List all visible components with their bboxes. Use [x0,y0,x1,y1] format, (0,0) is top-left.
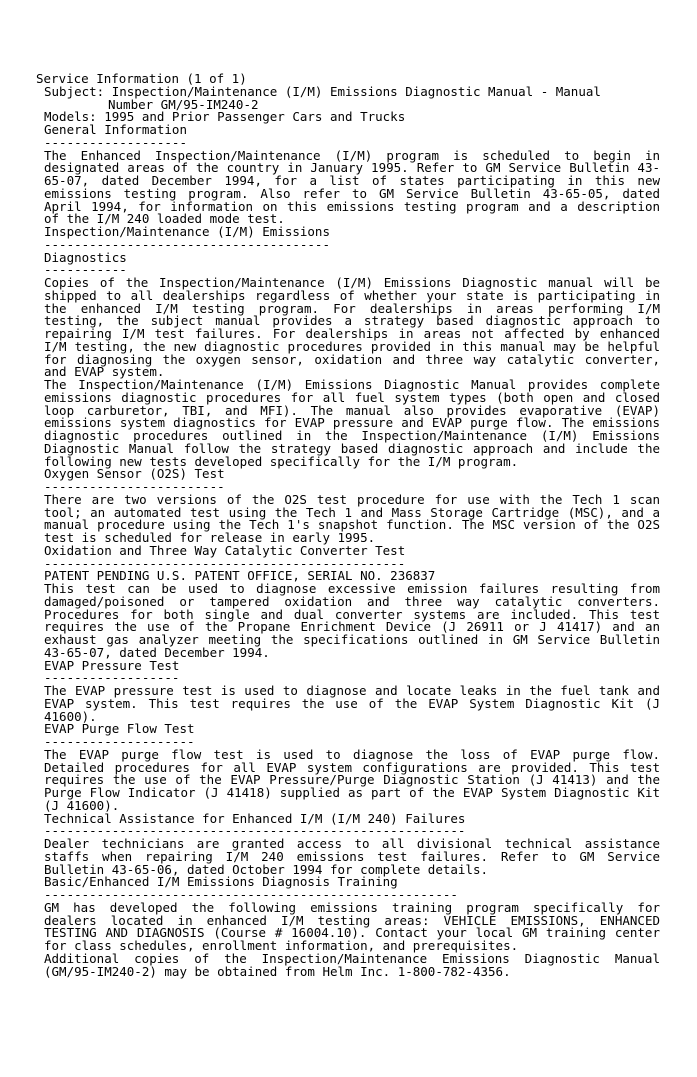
section-underline: ------------------- [44,136,187,150]
section-paragraph: PATENT PENDING U.S. PATENT OFFICE, SERIAL NO. 236837 [44,568,436,584]
section-heading: Oxygen Sensor (O2S) Test [44,466,225,482]
section-paragraph: The EVAP purge flow test is used to diagnose the loss of EVAP purge flow. Detailed procedures for all EVAP system configurations are provided. This test requires the use of the EVAP Pressure/Purge Diagnostic Station (J 41413) and the Purge Flow Indicator (J 41418) supplied as part of the EVAP System Diagnostic Kit (J 41600). [44,746,660,813]
subject-line: Subject: Inspection/Maintenance (I/M) Emissions Diagnostic Manual - Manual [44,83,601,99]
section-heading: EVAP Purge Flow Test [44,721,195,737]
sections-container [36,124,676,978]
section-heading: Technical Assistance for Enhanced I/M (I/M 240) Failures [44,810,466,826]
section-paragraph: The Inspection/Maintenance (I/M) Emissions Diagnostic Manual provides complete emissions diagnostic procedures for all fuel system types (both open and closed loop carburetor, TBI, and MFI). The manual also provides evaporative (EVAP) emissions system diagnostics for EVAP pressure and EVAP purge flow. The emissions diagnostic procedures outlined in the Inspection/Maintenance (I/M) Emissions Diagnostic Manual follow the strategy based diagnostic approach and include the following new tests developed specifically for the I/M program. [44,377,660,469]
section-underline: -------------------------------------- [44,238,330,252]
section-paragraph: The Enhanced Inspection/Maintenance (I/M) program is scheduled to begin in designated areas of the country in January 1995. Refer to GM Service Bulletin 43-65-07, dated December 1994, for a list of states participating in this new emissions testing program. Also refer to GM Service Bulletin 43-65-05, dated April 1994, for information on this emissions testing program and a description of the I/M 240 loaded mode test. [44,147,660,227]
section-paragraph: This test can be used to diagnose excessive emission failures resulting from damaged/poisoned or tampered oxidation and three way catalytic converters. Procedures for both single and dual converter systems are included. This test requires the use of the Propane Enrichment Device (J 26911 or J 41417) and an exhaust gas analyzer meeting the specifications outlined in GM Service Bulletin 43-65-07, dated December 1994. [44,581,660,660]
section-paragraph: Dealer technicians are granted access to all divisional technical assistance staffs when repairing I/M 240 emissions test failures. Refer to GM Service Bulletin 43-65-06, dated October 1994 for complete details. [44,836,660,877]
section-paragraph: Copies of the Inspection/Maintenance (I/M) Emissions Diagnostic manual will be shipped to all dealerships regardless of whether your state is participating in the enhanced I/M testing program. For dealerships in areas performing I/M testing, the subject manual provides a strategy based diagnostic approach to repairing I/M test failures. For dealerships in areas not affected by enhanced I/M testing, the new diagnostic procedures provided in this manual may be helpful for diagnosing the oxygen sensor, oxidation and three way catalytic converter, and EVAP system. [44,275,660,380]
section-underline: ------------------ [44,672,180,685]
section-heading: Oxidation and Three Way Catalytic Converter Test [44,542,406,558]
section-underline: ------------------------------------------------------- [44,889,458,902]
section-heading: EVAP Pressure Test [44,657,180,673]
subject-line-continued: Number GM/95-IM240-2 [108,96,259,112]
section-underline: ------------------------ [44,481,225,494]
section-heading: Diagnostics [44,249,127,265]
section-underline: ------------------------------------------------ [44,557,406,571]
section-paragraph: Additional copies of the Inspection/Maintenance Emissions Diagnostic Manual (GM/95-IM240-2) may be obtained from Helm Inc. 1-800-782-4356. [44,950,660,979]
section-paragraph: GM has developed the following emissions training program specifically for dealers located in enhanced I/M testing areas: VEHICLE EMISSIONS, ENHANCED TESTING AND DIAGNOSIS (Course # 16004.10). Contact your local GM training center for class schedules, enrollment information, and prerequisites. [44,899,660,953]
section-heading: Inspection/Maintenance (I/M) Emissions [44,224,330,239]
section-paragraph: There are two versions of the O2S test procedure for use with the Tech 1 scan tool; an automated test using the Tech 1 and Mass Storage Cartridge (MSC), and a manual procedure using the Tech 1's snapshot function. The MSC version of the O2S test is scheduled for release in early 1995. [44,491,660,545]
document-title: Service Information (1 of 1) [36,71,247,86]
section-heading: Basic/Enhanced I/M Emissions Diagnosis Training [44,874,398,890]
models-line: Models: 1995 and Prior Passenger Cars and Trucks [44,109,406,125]
section-underline: -------------------------------------------------------- [44,825,466,838]
section-underline: ----------- [44,264,127,277]
section-heading: General Information [44,122,187,137]
section-underline: -------------------- [44,736,195,749]
section-paragraph: The EVAP pressure test is used to diagnose and locate leaks in the fuel tank and EVAP system. This test requires the use of the EVAP System Diagnostic Kit (J 41600). [44,683,660,724]
service-bulletin-document [36,73,676,978]
